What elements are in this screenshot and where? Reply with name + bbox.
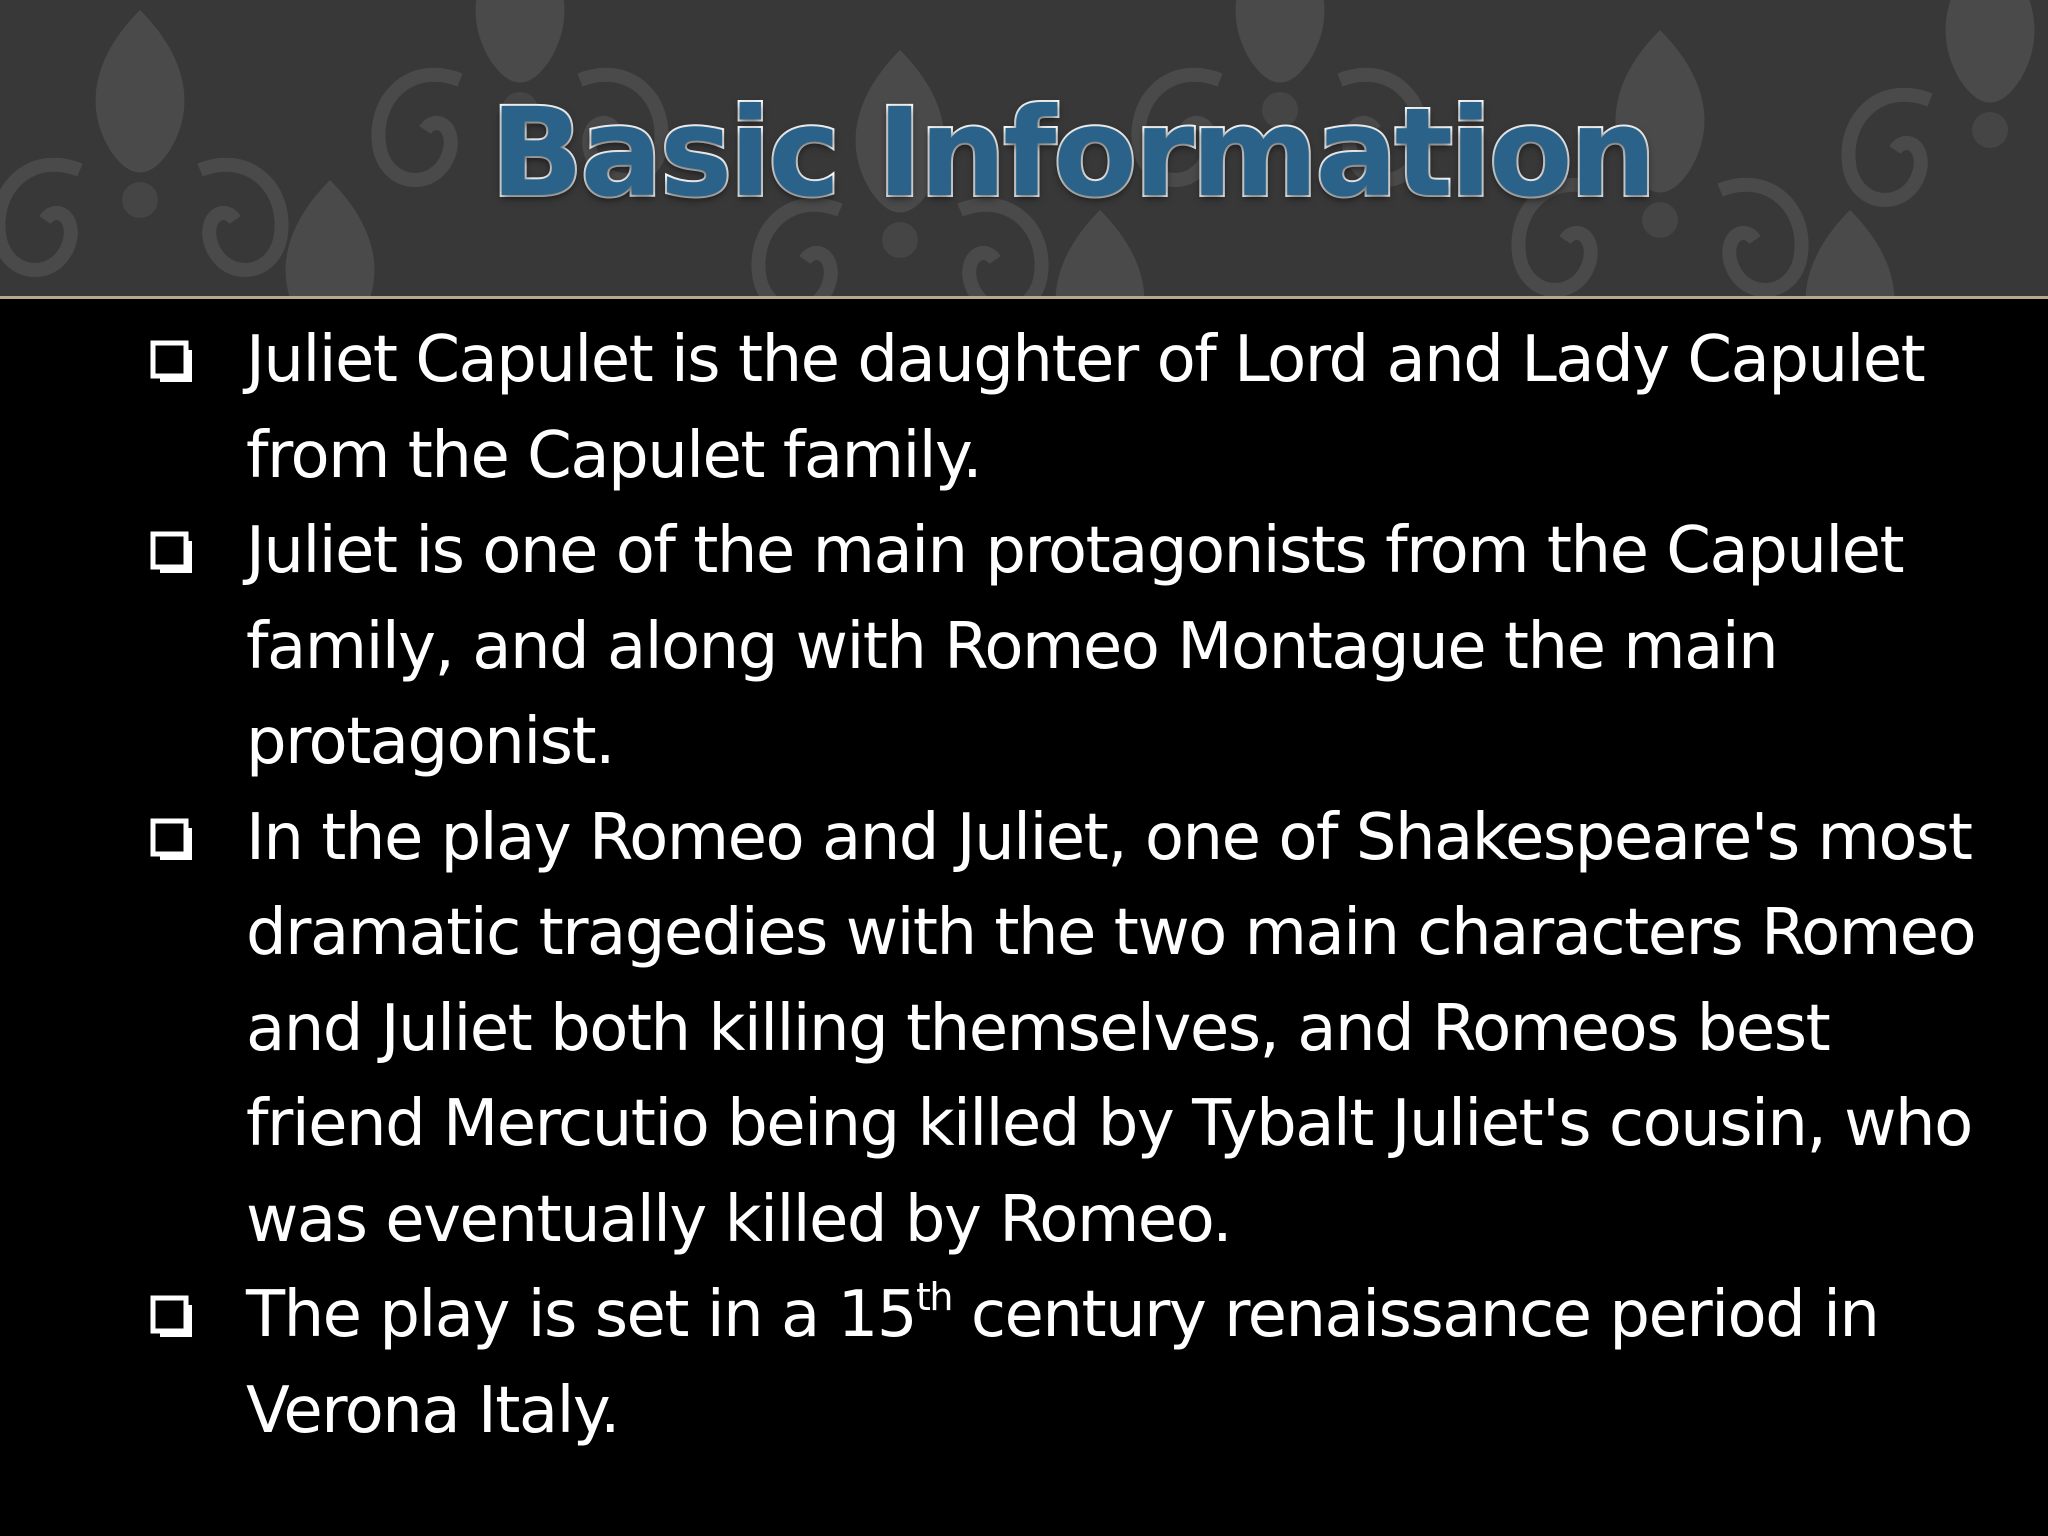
bullet-list [0, 313, 2048, 1536]
bullet-item [0, 504, 2048, 791]
header-divider [0, 296, 2048, 299]
bullet-text: Juliet Capulet is the daughter of Lord and Lady Capulet from the Capulet family. [246, 323, 1925, 493]
checkbox-square-icon [150, 1295, 194, 1339]
bullet-item [0, 1268, 2048, 1459]
bullet-text: Juliet is one of the main protagonists from the Capulet family, and along with Romeo Montague the main protagonist. [246, 514, 1904, 779]
checkbox-square-icon [150, 818, 194, 862]
checkbox-square-icon [150, 340, 194, 384]
slide-title: Basic Information [490, 82, 1654, 224]
header-banner [0, 0, 2048, 296]
bullet-item [0, 791, 2048, 1269]
bullet-text-before: The play is set in a 15 [246, 1278, 917, 1352]
bullet-text: In the play Romeo and Juliet, one of Shakespeare's most dramatic tragedies with the two main characters Romeo and Juliet both killing themselves, and Romeos best friend Mercutio being killed by Tybalt Juliet's cousin, who was eventually killed by Romeo. [246, 800, 1976, 1257]
bullet-superscript: th [916, 1275, 953, 1319]
bullet-item [0, 313, 2048, 504]
bullet-text-after: century renaissance period in Verona Italy. [246, 1278, 1879, 1448]
checkbox-square-icon [150, 531, 194, 575]
